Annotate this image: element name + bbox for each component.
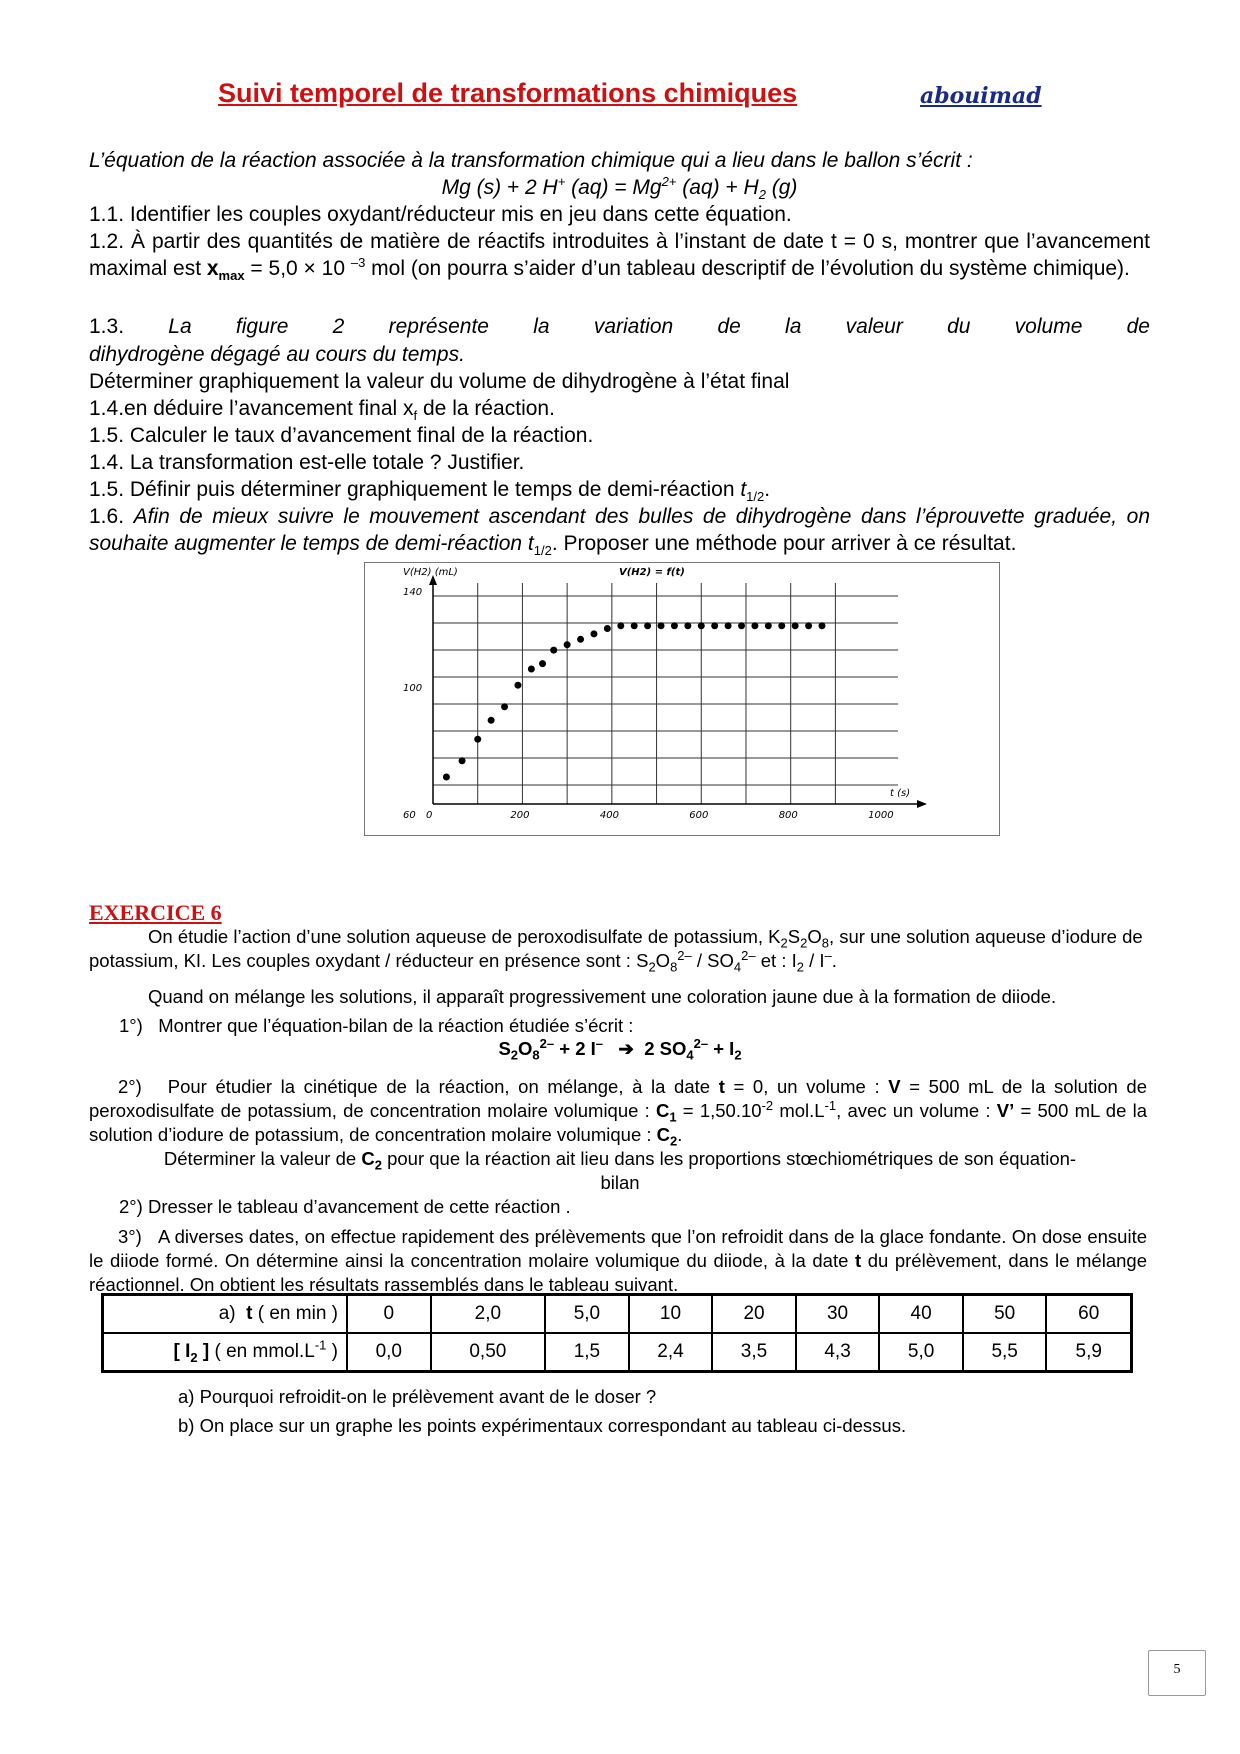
data-point — [564, 641, 571, 648]
data-point — [818, 622, 825, 629]
y-tick-label: 140 — [403, 587, 423, 598]
table-cell-t-7: 50 — [963, 1295, 1047, 1334]
row-label-iodine: [ $I_2$ ] ( en $mmol.L^{-1}$ ) — [103, 1333, 348, 1372]
table-cell-t-2: 5,0 — [545, 1295, 629, 1334]
x-axis-arrow — [917, 800, 927, 808]
y-tick-label: 60 — [403, 810, 416, 821]
question-1-3b: Déterminer graphiquement la valeur du volume de dihydrogène à l’état final — [89, 370, 790, 393]
chart-frame — [364, 562, 1000, 836]
data-point — [590, 630, 597, 637]
page-number: 5 — [1148, 1650, 1206, 1696]
table-cell-i2-0: 0,0 — [347, 1333, 431, 1372]
question-1-3-line1: 1.3. La figure 2 représente la variation de la valeur du volume de — [89, 315, 1150, 338]
data-point — [577, 636, 584, 643]
x-tick-label: 400 — [599, 810, 619, 821]
data-point — [528, 666, 535, 673]
data-point — [698, 622, 705, 629]
data-point — [792, 622, 799, 629]
question-1-3-line2: dihydrogène dégagé au cours du temps. — [89, 343, 465, 366]
ex6-question-b: b) On place sur un graphe les points expérimentaux correspondant au tableau ci-dessus. — [178, 1415, 907, 1436]
data-point — [684, 622, 691, 629]
x-tick-label: 800 — [778, 810, 798, 821]
data-point — [539, 660, 546, 667]
table-cell-t-0: 0 — [347, 1295, 431, 1334]
data-point — [459, 757, 466, 764]
row-label-time: a) t ( en min ) — [103, 1295, 348, 1334]
chart-axes — [429, 575, 927, 808]
question-1-1: 1.1. Identifier les couples oxydant/réducteur mis en jeu dans cette équation. — [89, 203, 792, 226]
data-point — [711, 622, 718, 629]
data-point — [604, 625, 611, 632]
data-point — [738, 622, 745, 629]
table-cell-t-5: 30 — [796, 1295, 880, 1334]
x-tick-label: 200 — [510, 810, 530, 821]
table-cell-i2-2: 1,5 — [545, 1333, 629, 1372]
table-cell-t-8: 60 — [1046, 1295, 1131, 1334]
ex6-intro-1: On étudie l’action d’une solution aqueuse de peroxodisulfate de potassium, $K_2S_2O_8$, sur une solution aqueuse d’iodure de potassium, KI. Les couples oxydant / réducteur en présence sont : $S_2O_8^{2-} / SO_4^{2-}$ et : $I_2 / I^-$. — [89, 926, 1143, 975]
chart-grid — [433, 583, 898, 804]
table-cell-i2-6: 5,0 — [879, 1333, 963, 1372]
page-title: Suivi temporel de transformations chimiques — [218, 78, 798, 108]
x-tick-label: 600 — [689, 810, 709, 821]
y-axis-label: V(H2) (mL) — [403, 567, 458, 578]
ex6-question-a: a) Pourquoi refroidit-on le prélèvement avant de le doser ? — [178, 1386, 657, 1407]
intro-text: L’équation de la réaction associée à la transformation chimique qui a lieu dans le ballon s’écrit : — [89, 149, 973, 172]
x-tick-label: 0 — [426, 810, 433, 821]
ex6-question-1: 1°) Montrer que l’équation-bilan de la réaction étudiée s’écrit : — [119, 1015, 634, 1036]
table-cell-t-3: 10 — [629, 1295, 713, 1334]
data-point — [474, 736, 481, 743]
question-1-4a: 1.4.en déduire l’avancement final $x_f$ de la réaction. — [89, 397, 555, 424]
exercise-title: EXERCICE 6 — [89, 900, 222, 925]
data-point — [514, 682, 521, 689]
x-tick-label: 1000 — [868, 810, 894, 821]
table-cell-i2-8: 5,9 — [1046, 1333, 1131, 1372]
table-cell-i2-1: 0,50 — [431, 1333, 546, 1372]
data-point — [805, 622, 812, 629]
data-point — [501, 703, 508, 710]
ex6-equation: $S_2O_8^{2-} + 2$ I– ➔ 2 $SO_4^{2-} + I_2$ — [498, 1035, 742, 1063]
data-point — [765, 622, 772, 629]
table-cell-i2-7: 5,5 — [963, 1333, 1047, 1372]
reaction-equation: Mg (s) + 2 H+ $(aq) = Mg^{2+}$ $(aq) + H_2$ (g) — [441, 174, 798, 203]
data-point — [778, 622, 785, 629]
results-table — [101, 1293, 1133, 1373]
ex6-question-2b: Déterminer la valeur de $C_2$ pour que la réaction ait lieu dans les proportions stœchiométriques de son équation- bilan — [163, 1148, 1077, 1193]
table-row — [103, 1333, 1132, 1372]
data-point — [751, 622, 758, 629]
ex6-question-2: 2°) Pour étudier la cinétique de la réaction, on mélange, à la date t = 0, un volume : V = 500 mL de la solution de peroxodisulfate de potassium, de concentration molaire volumique : $C_1 = 1,50.10^{-2}$ $mol.L^{-1}$, avec un volume : V’ = 500 mL de la solution d’iodure de potassium, de concentration molaire volumique : $C_2$. — [89, 1076, 1148, 1149]
table-cell-t-6: 40 — [879, 1295, 963, 1334]
ex6-question-3: 3°) A diverses dates, on effectue rapidement des prélèvements que l’on refroidit dans de la glace fondante. On dose ensuite le diiode formé. On détermine ainsi la concentration molaire volumique du diiode, à la date t du prélèvement, dans le mélange réactionnel. On obtient les résultats rassemblés dans le tableau suivant. — [89, 1226, 1147, 1295]
table-cell-i2-3: 2,4 — [629, 1333, 713, 1372]
data-point — [488, 717, 495, 724]
data-point — [658, 622, 665, 629]
data-point — [725, 622, 732, 629]
question-1-4b: 1.4. La transformation est-elle totale ? Justifier. — [89, 451, 525, 474]
data-point — [443, 774, 450, 781]
table-cell-i2-5: 4,3 — [796, 1333, 880, 1372]
y-tick-label: 100 — [403, 683, 423, 694]
data-point — [550, 647, 557, 654]
question-1-2: 1.2. À partir des quantités de matière de réactifs introduites à l’instant de date t = 0 s, montrer que l’avancement maximal est $x_{max} = 5,0 \times 10$ $^{-3}$ mol (on pourra s’aider d’un tableau descriptif de l’évolution du système chimique). — [89, 230, 1150, 284]
data-point — [617, 622, 624, 629]
question-1-6: 1.6. Afin de mieux suivre le mouvement ascendant des bulles de dihydrogène dans l’éprouvette graduée, on souhaite augmenter le temps de demi-réaction $t_{1/2}$. Proposer une méthode pour arriver à ce résultat. — [89, 505, 1150, 559]
data-point — [671, 622, 678, 629]
question-1-5b: 1.5. Définir puis déterminer graphiquement le temps de demi-réaction $t_{1/2}$. — [89, 478, 771, 505]
question-1-5a: 1.5. Calculer le taux d’avancement final de la réaction. — [89, 424, 594, 447]
x-axis-label: t (s) — [890, 788, 911, 799]
ex6-intro-2: Quand on mélange les solutions, il apparaît progressivement une coloration jaune due à la formation de diiode. — [148, 986, 1057, 1007]
chart-points — [443, 622, 826, 780]
data-point — [631, 622, 638, 629]
author-logo: abouimad — [920, 83, 1042, 109]
table-cell-t-4: 20 — [712, 1295, 796, 1334]
chart-title: V(H2) = f(t) — [619, 567, 685, 578]
ex6-question-2c: 2°) Dresser le tableau d’avancement de cette réaction . — [119, 1196, 571, 1217]
table-cell-t-1: 2,0 — [431, 1295, 546, 1334]
data-point — [644, 622, 651, 629]
table-cell-i2-4: 3,5 — [712, 1333, 796, 1372]
volume-time-chart — [365, 563, 999, 835]
table-row — [103, 1295, 1132, 1334]
